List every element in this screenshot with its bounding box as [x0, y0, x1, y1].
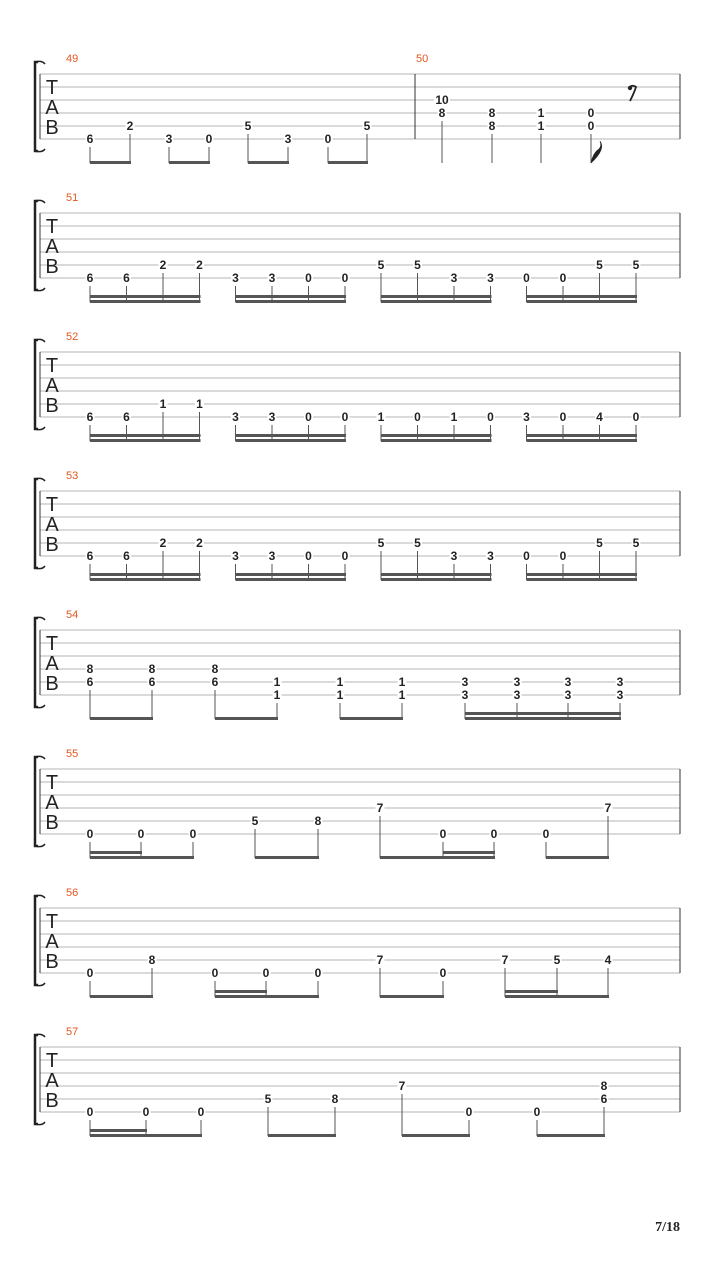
fret-number: 0: [314, 966, 322, 980]
measure: [66, 1026, 609, 1137]
fret-number: 1: [336, 675, 344, 689]
fret-number: 2: [159, 258, 167, 272]
tab-clef-letter: A: [45, 792, 59, 814]
tab-clef-letter: T: [45, 772, 59, 794]
system-bracket: [35, 479, 38, 568]
fret-number: 0: [490, 827, 498, 841]
fret-number: 6: [600, 1092, 608, 1106]
beam: [546, 856, 609, 859]
fret-number: 6: [86, 549, 94, 563]
fret-number: 3: [564, 688, 572, 702]
fret-number: 4: [604, 953, 612, 967]
system-bracket: [35, 62, 38, 151]
fret-number: 0: [86, 827, 94, 841]
tab-clef-letter: A: [45, 514, 59, 536]
fret-number: 3: [450, 549, 458, 563]
fret-number: 3: [450, 271, 458, 285]
fret-number: 5: [596, 258, 603, 272]
beam: [381, 578, 492, 581]
fret-number: 5: [244, 119, 252, 133]
fret-number: 0: [559, 271, 567, 285]
fret-number: 0: [439, 827, 447, 841]
fret-number: 6: [86, 410, 94, 424]
tab-system: [35, 470, 680, 581]
fret-number: 8: [86, 662, 94, 676]
measure: [66, 609, 625, 720]
fret-number: 0: [587, 119, 595, 133]
beam-secondary: [527, 573, 638, 576]
measure: [66, 470, 641, 581]
tab-system: [35, 748, 680, 859]
fret-number: 7: [398, 1079, 406, 1093]
fret-number: 1: [196, 397, 203, 411]
tab-clef-letter: B: [45, 673, 59, 695]
beam: [380, 995, 444, 998]
beam: [328, 161, 368, 164]
beam: [90, 300, 201, 303]
fret-number: 0: [262, 966, 270, 980]
fret-number: 0: [341, 271, 349, 285]
fret-number: 1: [273, 675, 281, 689]
tab-system: [35, 331, 680, 442]
fret-number: 0: [205, 132, 213, 146]
beam-secondary: [90, 295, 201, 298]
beam: [236, 578, 347, 581]
system-bracket: [35, 1035, 38, 1124]
fret-number: 0: [324, 132, 332, 146]
fret-number: 1: [398, 675, 406, 689]
beam: [236, 300, 347, 303]
tab-clef-letter: T: [45, 77, 59, 99]
fret-number: 2: [159, 536, 167, 550]
fret-number: 3: [616, 688, 624, 702]
beam: [90, 161, 131, 164]
fret-number: 8: [211, 662, 219, 676]
beam: [527, 578, 638, 581]
measure: [66, 53, 372, 164]
beam: [169, 161, 210, 164]
fret-number: 0: [587, 106, 595, 120]
measure-number: 49: [66, 53, 79, 65]
fret-number: 6: [86, 271, 94, 285]
fret-number: 3: [487, 271, 494, 285]
fret-number: 5: [632, 536, 640, 550]
tab-clef-letter: B: [45, 951, 59, 973]
tab-clef-letter: A: [45, 97, 59, 119]
tab-clef-letter: B: [45, 812, 59, 834]
measure-number: 51: [66, 192, 79, 204]
fret-number: 8: [488, 119, 496, 133]
measure-number: 52: [66, 331, 79, 343]
fret-number: 7: [501, 953, 509, 967]
fret-number: 5: [377, 258, 385, 272]
beam: [90, 439, 201, 442]
beam-secondary: [381, 434, 492, 437]
system-bracket: [35, 201, 38, 290]
fret-number: 5: [251, 814, 259, 828]
fret-number: 5: [414, 258, 421, 272]
measure-number: 50: [416, 53, 429, 65]
beam: [268, 1134, 336, 1137]
beam: [381, 300, 492, 303]
measure-number: 56: [66, 887, 79, 899]
fret-number: 5: [414, 536, 421, 550]
fret-number: 3: [513, 675, 521, 689]
beam: [248, 161, 289, 164]
fret-number: 8: [600, 1079, 608, 1093]
measure: [416, 53, 636, 163]
fret-number: 1: [159, 397, 167, 411]
beam-secondary: [90, 1129, 147, 1132]
fret-number: 0: [189, 827, 197, 841]
beam-secondary: [527, 295, 638, 298]
tab-system: [35, 887, 680, 998]
fret-number: 0: [523, 271, 530, 285]
fret-number: 6: [123, 549, 130, 563]
fret-number: 6: [86, 675, 94, 689]
beam: [90, 856, 194, 859]
fret-number: 5: [553, 953, 561, 967]
beam: [236, 439, 347, 442]
fret-number: 0: [542, 827, 550, 841]
fret-number: 0: [632, 410, 640, 424]
fret-number: 8: [438, 106, 446, 120]
beam-secondary: [465, 712, 621, 715]
fret-number: 5: [363, 119, 371, 133]
fret-number: 1: [398, 688, 406, 702]
tab-clef-letter: A: [45, 236, 59, 258]
eighth-rest-dot: [628, 86, 632, 90]
fret-number: 3: [268, 549, 276, 563]
fret-number: 0: [341, 549, 349, 563]
fret-number: 3: [284, 132, 292, 146]
beam-secondary: [381, 295, 492, 298]
fret-number: 0: [86, 966, 94, 980]
fret-number: 2: [196, 258, 203, 272]
beam: [537, 1134, 605, 1137]
tab-clef-letter: B: [45, 534, 59, 556]
tab-clef-letter: B: [45, 1090, 59, 1112]
fret-number: 0: [559, 549, 567, 563]
fret-number: 0: [142, 1105, 150, 1119]
fret-number: 0: [465, 1105, 473, 1119]
tab-clef-letter: T: [45, 1050, 59, 1072]
measure-number: 57: [66, 1026, 79, 1038]
fret-number: 5: [632, 258, 640, 272]
fret-number: 8: [148, 662, 156, 676]
fret-number: 0: [305, 271, 312, 285]
beam: [340, 717, 403, 720]
tab-clef-letter: T: [45, 216, 59, 238]
fret-number: 1: [450, 410, 458, 424]
fret-number: 0: [86, 1105, 94, 1119]
tab-clef-letter: T: [45, 355, 59, 377]
fret-number: 8: [488, 106, 496, 120]
fret-number: 3: [564, 675, 572, 689]
fret-number: 6: [148, 675, 156, 689]
fret-number: 3: [232, 549, 239, 563]
fret-number: 3: [487, 549, 494, 563]
beam: [402, 1134, 470, 1137]
measure-number: 53: [66, 470, 79, 482]
fret-number: 0: [137, 827, 145, 841]
beam-secondary: [236, 573, 347, 576]
page-number: 7/18: [655, 1220, 680, 1235]
fret-number: 3: [523, 410, 530, 424]
beam: [255, 856, 319, 859]
beam: [527, 300, 638, 303]
fret-number: 5: [377, 536, 385, 550]
fret-number: 0: [439, 966, 447, 980]
beam: [527, 439, 638, 442]
tab-clef-letter: A: [45, 653, 59, 675]
fret-number: 3: [268, 271, 276, 285]
fret-number: 1: [377, 410, 385, 424]
fret-number: 10: [435, 93, 449, 107]
beam: [381, 439, 492, 442]
fret-number: 0: [559, 410, 567, 424]
tab-clef-letter: A: [45, 375, 59, 397]
fret-number: 3: [232, 271, 239, 285]
tab-clef-letter: T: [45, 633, 59, 655]
fret-number: 3: [461, 675, 469, 689]
beam-secondary: [527, 434, 638, 437]
fret-number: 3: [232, 410, 239, 424]
tab-clef-letter: A: [45, 1070, 59, 1092]
system-bracket: [35, 618, 38, 707]
tab-clef-letter: T: [45, 494, 59, 516]
beam-secondary: [505, 990, 558, 993]
fret-number: 3: [461, 688, 469, 702]
measure-number: 54: [66, 609, 79, 621]
beam-secondary: [90, 434, 201, 437]
fret-number: 1: [336, 688, 344, 702]
measure: [66, 192, 641, 303]
beam: [90, 1134, 202, 1137]
beam: [90, 995, 153, 998]
fret-number: 0: [414, 410, 421, 424]
fret-number: 6: [211, 675, 219, 689]
fret-number: 0: [305, 549, 312, 563]
fret-number: 3: [165, 132, 173, 146]
system-bracket: [35, 896, 38, 985]
fret-number: 3: [616, 675, 624, 689]
measure: [66, 887, 613, 998]
fret-number: 8: [331, 1092, 339, 1106]
fret-number: 1: [537, 119, 545, 133]
fret-number: 3: [513, 688, 521, 702]
tab-system: [35, 192, 680, 303]
system-bracket: [35, 757, 38, 846]
fret-number: 0: [305, 410, 312, 424]
beam: [90, 578, 201, 581]
beam-secondary: [381, 573, 492, 576]
beam-secondary: [90, 851, 142, 854]
tab-clef-letter: T: [45, 911, 59, 933]
fret-number: 2: [126, 119, 134, 133]
beam-secondary: [443, 851, 495, 854]
measure-number: 55: [66, 748, 79, 760]
note-flag: [591, 141, 602, 163]
tab-system: [35, 1026, 680, 1137]
fret-number: 3: [268, 410, 276, 424]
fret-number: 6: [86, 132, 94, 146]
beam: [215, 995, 319, 998]
fret-number: 7: [376, 953, 384, 967]
beam-secondary: [236, 295, 347, 298]
fret-number: 6: [123, 410, 130, 424]
beam-secondary: [90, 573, 201, 576]
tab-clef-letter: B: [45, 117, 59, 139]
tab-system: [35, 609, 680, 720]
measure: [66, 331, 641, 442]
beam: [505, 995, 609, 998]
fret-number: 2: [196, 536, 203, 550]
fret-number: 6: [123, 271, 130, 285]
system-bracket: [35, 340, 38, 429]
fret-number: 0: [197, 1105, 205, 1119]
tab-clef-letter: B: [45, 395, 59, 417]
fret-number: 0: [487, 410, 494, 424]
fret-number: 8: [314, 814, 322, 828]
fret-number: 4: [596, 410, 603, 424]
measure: [66, 748, 613, 859]
beam: [465, 717, 621, 720]
fret-number: 0: [533, 1105, 541, 1119]
fret-number: 0: [523, 549, 530, 563]
fret-number: 1: [537, 106, 545, 120]
beam-secondary: [215, 990, 267, 993]
tab-system: [35, 53, 680, 164]
tab-clef-letter: B: [45, 256, 59, 278]
fret-number: 5: [596, 536, 603, 550]
beam: [215, 717, 278, 720]
fret-number: 7: [376, 801, 384, 815]
fret-number: 0: [341, 410, 349, 424]
fret-number: 0: [211, 966, 219, 980]
fret-number: 1: [273, 688, 281, 702]
fret-number: 8: [148, 953, 156, 967]
beam: [380, 856, 495, 859]
beam: [90, 717, 153, 720]
fret-number: 7: [604, 801, 612, 815]
tab-clef-letter: A: [45, 931, 59, 953]
fret-number: 5: [264, 1092, 272, 1106]
beam-secondary: [236, 434, 347, 437]
